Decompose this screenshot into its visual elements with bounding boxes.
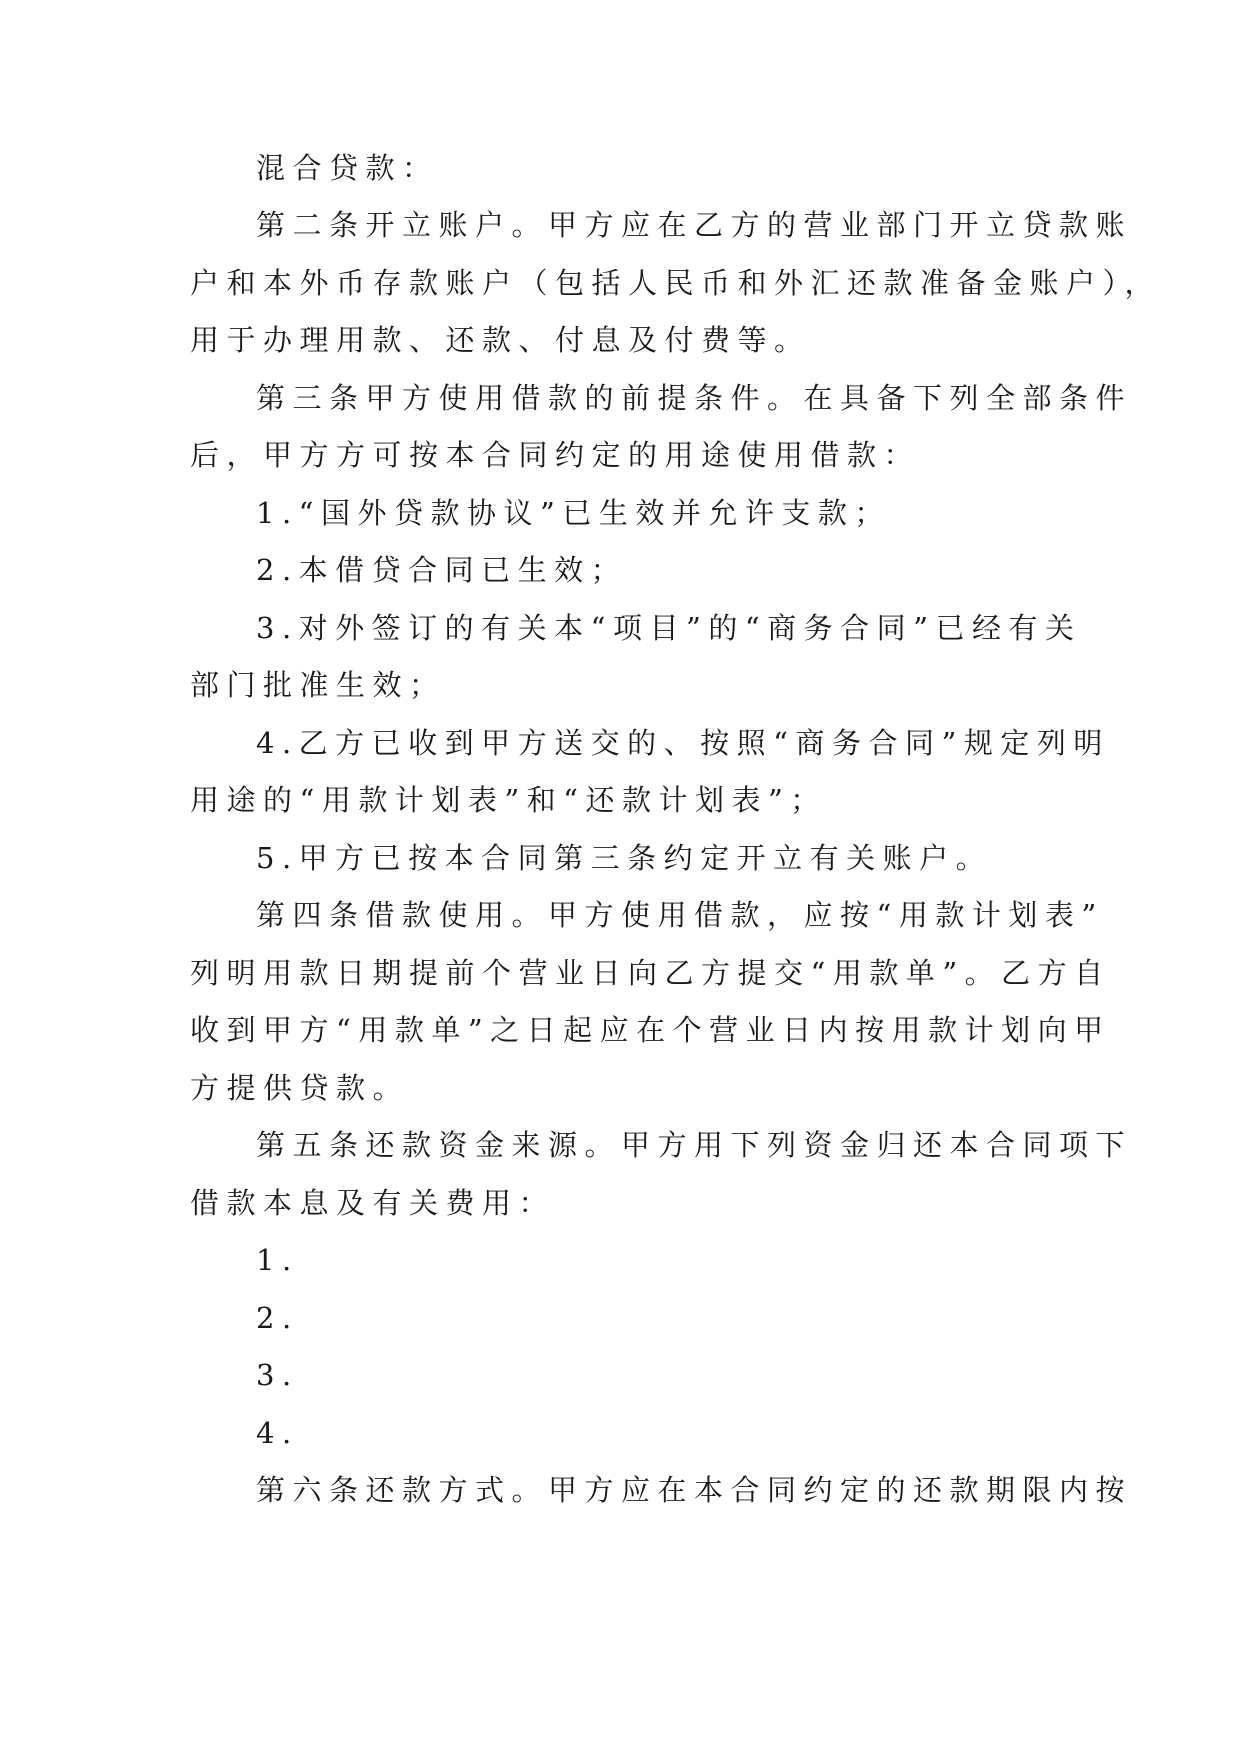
text-line-17: 方提供贷款。 [190, 1071, 410, 1105]
text-line-22: 3. [256, 1358, 299, 1392]
text-line-18: 第五条还款资金来源。甲方用下列资金归还本合同项下 [256, 1128, 1133, 1162]
text-line-8: 2.本借贷合同已生效； [256, 553, 628, 587]
text-line-14: 第四条借款使用。甲方使用借款，应按“用款计划表” [256, 898, 1104, 932]
text-line-11: 4.乙方已收到甲方送交的、按照“商务合同”规定列明 [256, 726, 1110, 760]
text-line-10: 部门批准生效； [190, 668, 446, 702]
text-line-9: 3.对外签订的有关本“项目”的“商务合同”已经有关 [256, 611, 1082, 645]
text-line-23: 4. [256, 1416, 299, 1450]
text-line-19: 借款本息及有关费用： [190, 1186, 556, 1220]
text-line-2: 第二条开立账户。甲方应在乙方的营业部门开立贷款账 [256, 208, 1133, 242]
text-line-3: 户和本外币存款账户（包括人民币和外汇还款准备金账户）， [190, 266, 1162, 300]
text-line-5: 第三条甲方使用借款的前提条件。在具备下列全部条件 [256, 381, 1133, 415]
text-line-6: 后，甲方方可按本合同约定的用途使用借款： [190, 438, 921, 472]
text-line-7: 1.“国外贷款协议”已生效并允许支款； [256, 496, 891, 530]
text-line-16: 收到甲方“用款单”之日起应在个营业日内按用款计划向甲 [190, 1013, 1111, 1047]
text-line-1: 混合贷款： [256, 151, 439, 185]
text-line-21: 2. [256, 1301, 299, 1335]
text-line-12: 用途的“用款计划表”和“还款计划表”； [190, 783, 827, 817]
text-line-15: 列明用款日期提前个营业日向乙方提交“用款单”。乙方自 [190, 956, 1111, 990]
text-line-24: 第六条还款方式。甲方应在本合同约定的还款期限内按 [256, 1473, 1133, 1507]
text-line-13: 5.甲方已按本合同第三条约定开立有关账户。 [256, 841, 993, 875]
text-line-4: 用于办理用款、还款、付息及付费等。 [190, 323, 811, 357]
text-line-20: 1. [256, 1243, 299, 1277]
